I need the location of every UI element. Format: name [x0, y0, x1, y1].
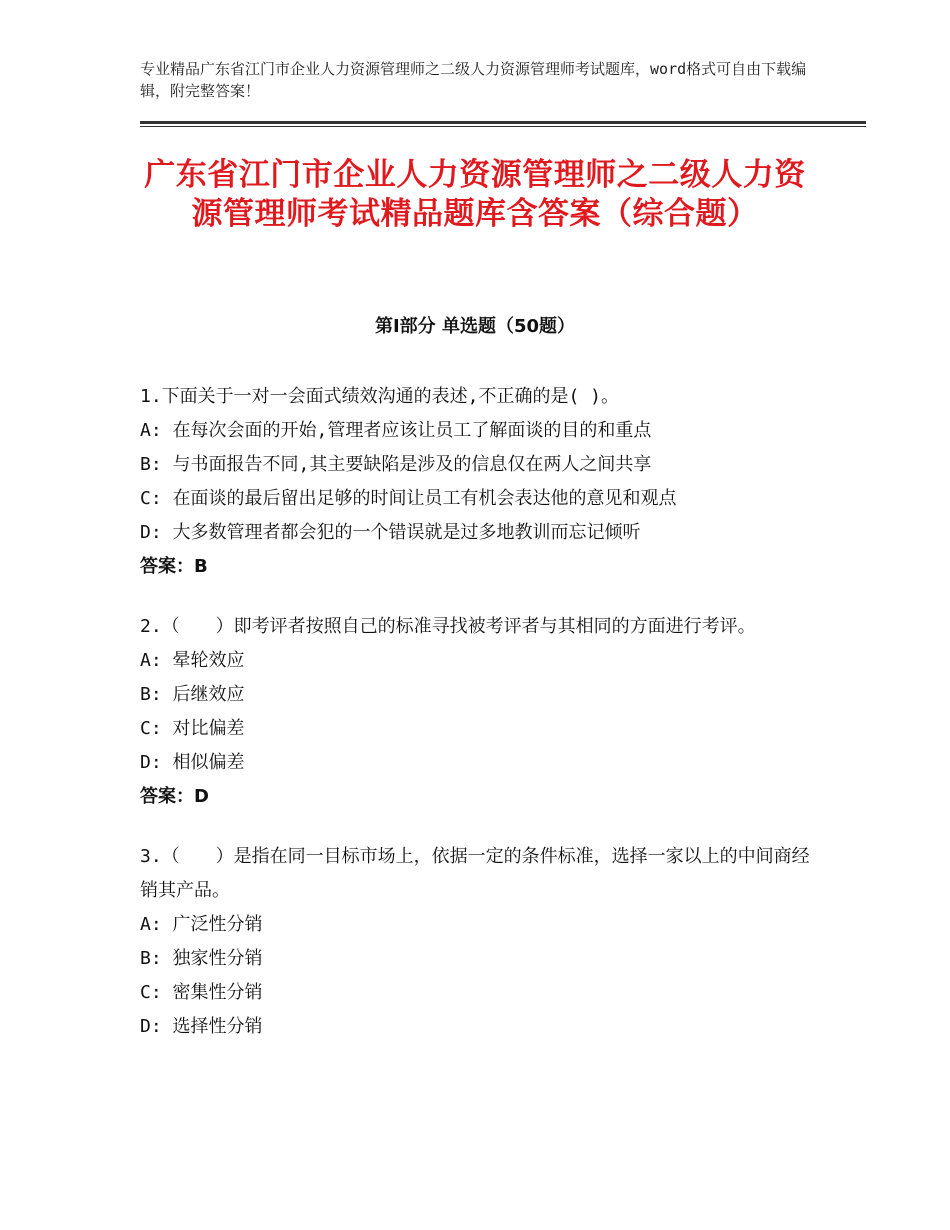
option-c: C: 在面谈的最后留出足够的时间让员工有机会表达他的意见和观点 [140, 488, 677, 509]
section-title: 第Ⅰ部分 单选题（50题） [374, 316, 575, 337]
question-1 [140, 380, 810, 584]
answer: 答案：B [140, 556, 208, 577]
question-stem: 2.（ ）即考评者按照自己的标准寻找被考评者与其相同的方面进行考评。 [140, 616, 756, 637]
option-b: B: 与书面报告不同,其主要缺陷是涉及的信息仅在两人之间共享 [140, 454, 652, 475]
question-list [140, 380, 810, 1070]
header-divider [140, 121, 866, 124]
question-2 [140, 610, 810, 814]
option-d: D: 相似偏差 [140, 752, 245, 773]
header-note: 专业精品广东省江门市企业人力资源管理师之二级人力资源管理师考试题库，word格式可自由下载编辑，附完整答案！ [140, 60, 807, 100]
option-c: C: 对比偏差 [140, 718, 245, 739]
document-title: 广东省江门市企业人力资源管理师之二级人力资源管理师考试精品题库含答案（综合题） [144, 157, 806, 232]
option-c: C: 密集性分销 [140, 982, 263, 1003]
option-a: A: 广泛性分销 [140, 914, 263, 935]
option-b: B: 独家性分销 [140, 948, 263, 969]
option-d: D: 大多数管理者都会犯的一个错误就是过多地教训而忘记倾听 [140, 522, 641, 543]
option-b: B: 后继效应 [140, 684, 245, 705]
header-divider-thin [140, 126, 866, 127]
option-d: D: 选择性分销 [140, 1016, 263, 1037]
question-stem: 1.下面关于一对一会面式绩效沟通的表述,不正确的是( )。 [140, 386, 620, 407]
answer: 答案：D [140, 786, 209, 807]
question-3 [140, 840, 810, 1044]
option-a: A: 在每次会面的开始,管理者应该让员工了解面谈的目的和重点 [140, 420, 652, 441]
option-a: A: 晕轮效应 [140, 650, 245, 671]
question-stem: 3.（ ）是指在同一目标市场上，依据一定的条件标准，选择一家以上的中间商经销其产品。 [140, 846, 810, 901]
